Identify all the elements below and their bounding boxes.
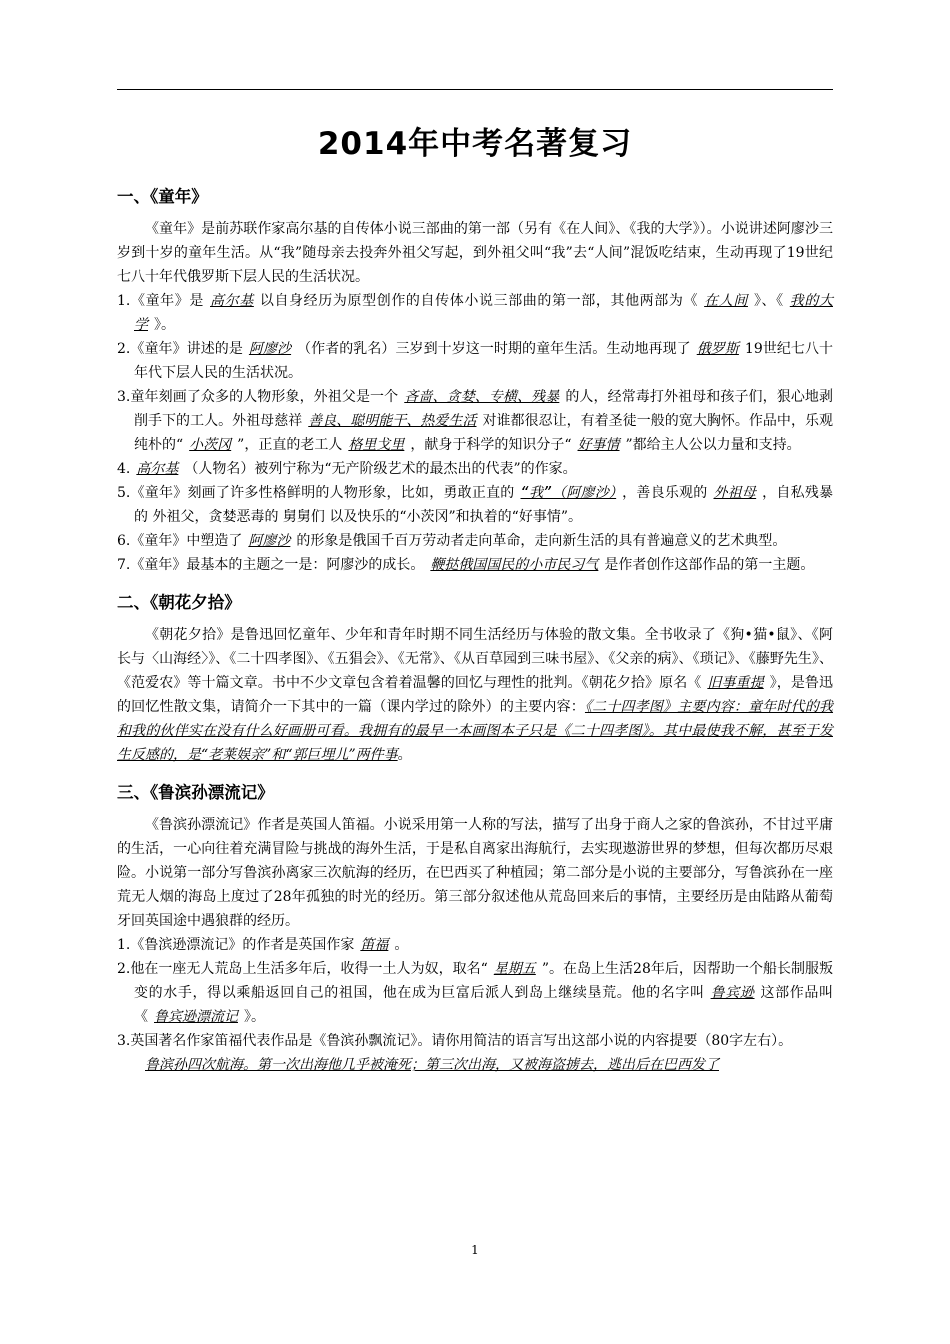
section-heading-robinson: 三、《鲁滨孙漂流记》 — [117, 783, 274, 802]
page-title: 2014年中考名著复习 — [317, 126, 633, 162]
answer-blank: 高尔基 — [136, 461, 179, 477]
question-item: 2.《童年》讲述的是 阿廖沙 （作者的乳名）三岁到十岁这一时期的童年生活。生动地再现了 俄罗斯 19世纪七八十年代下层人民的生活状况。 — [117, 341, 834, 381]
answer-blank: 小茨冈 — [189, 437, 232, 453]
answer-blank: 吝啬、贪婪、专横、残暴 — [404, 389, 560, 405]
answer-blank: 善良、聪明能干、热爱生活 — [308, 413, 477, 429]
section-heading-tongnian: 一、《童年》 — [117, 187, 208, 206]
document-page — [117, 100, 833, 1077]
question-item: 4. 高尔基 （人物名）被列宁称为“无产阶级艺术的最杰出的代表”的作家。 — [117, 461, 577, 477]
question-item: 3.童年刻画了众多的人物形象，外祖父是一个 吝啬、贪婪、专横、残暴 的人，经常毒打外祖母和孩子们，狠心地剥削手下的工人。外祖母慈祥 善良、聪明能干、热爱生活 对谁都很忍让，有着圣徒一般的宽大胸怀。作品中，乐观纯朴的“ 小茨冈 ”，正直的老工人 格里戈里 ，献身于科学的知识分子“ 好事情 ”都给主人公以力量和支持。 — [117, 389, 834, 453]
section-intro: 《童年》是前苏联作家高尔基的自传体小说三部曲的第一部（另有《在人间》、《我的大学》）。小说讲述阿廖沙三岁到十岁的童年生活。从“我”随母亲去投奔外祖父写起，到外祖父叫“我”去“人间”混饭吃结束，生动再现了19世纪七八十年代俄罗斯下层人民的生活状况。 — [117, 221, 833, 285]
answer-blank: 外祖母 — [713, 485, 757, 501]
answer-blank: 在人间 — [704, 293, 748, 309]
question-item: 2.他在一座无人荒岛上生活多年后，收得一土人为奴，取名“ 星期五 ”。在岛上生活28年后，因帮助一个船长制服叛变的水手，得以乘船返回自己的祖国，他在成为巨富后派人到岛上继续垦荒。他的名字叫 鲁宾逊 这部作品叫《 鲁宾逊漂流记 》。 — [117, 961, 834, 1025]
answer-text: 鲁滨孙四次航海。第一次出海他几乎被淹死；第三次出海，又被海盗掳去，逃出后在巴西发了 — [145, 1057, 719, 1073]
answer-blank: 阿廖沙 — [248, 533, 291, 549]
answer-blank: 旧事重提 — [707, 675, 764, 691]
header-rule — [117, 89, 833, 90]
answer-blank: 笛福 — [360, 937, 389, 953]
answer-blank: 阿廖沙 — [248, 341, 292, 357]
page-number: 1 — [471, 1243, 479, 1257]
question-item: 1.《童年》是 高尔基 以自身经历为原型创作的自传体小说三部曲的第一部，其他两部为《 在人间 》、《 我的大学 》。 — [117, 293, 833, 333]
answer-blank: 格里戈里 — [348, 437, 405, 453]
question-item: 3.英国著名作家笛福代表作品是《鲁滨孙飘流记》。请你用简洁的语言写出这部小说的内容提要（80字左右）。 — [117, 1033, 793, 1049]
section-intro: 《鲁滨孙漂流记》作者是英国人笛福。小说采用第一人称的写法，描写了出身于商人之家的鲁滨孙，不甘过平庸的生活，一心向往着充满冒险与挑战的海外生活，于是私自离家出海航行，去实现遨游世界的梦想，但每次都历尽艰险。小说第一部分写鲁滨孙离家三次航海的经历，在巴西买了种植园；第二部分是小说的主要部分，写鲁滨孙在一座荒无人烟的海岛上度过了28年孤独的时光的经历。第三部分叙述他从荒岛回来后的事情，主要经历是由陆路从葡萄牙回英国途中遇狼群的经历。 — [117, 817, 833, 929]
answer-paragraph — [117, 1053, 833, 1077]
question-item: 5.《童年》刻画了许多性格鲜明的人物形象，比如，勇敢正直的 “我”（阿廖沙） ，善良乐观的 外祖母 ，自私残暴的 外祖父，贪婪恶毒的 舅舅们 以及快乐的“小茨冈”和执着的“好事情”。 — [117, 485, 834, 525]
answer-blank: “我”（阿廖沙） — [520, 485, 617, 501]
answer-blank: 我的大学 — [134, 293, 833, 333]
question-item: 6.《童年》中塑造了 阿廖沙 的形象是俄国千百万劳动者走向革命，走向新生活的具有普遍意义的艺术典型。 — [117, 533, 787, 549]
answer-text: 《二十四孝图》主要内容：童年时代的我和我的伙伴实在没有什么好画册可看。我拥有的最早一本画图本子只是《二十四孝图》。其中最使我不解，甚至于发生反感的，是“老莱娱亲”和“郭巨埋儿”两件事 — [117, 699, 834, 763]
answer-blank: 鲁宾逊漂流记 — [154, 1009, 238, 1025]
section-heading-zhaohuaxishi: 二、《朝花夕拾》 — [117, 593, 241, 612]
answer-blank: 鲁宾逊 — [710, 985, 755, 1001]
answer-blank: 鞭挞俄国国民的小市民习气 — [430, 557, 599, 573]
section-intro: 《朝花夕拾》是鲁迅回忆童年、少年和青年时期不同生活经历与体验的散文集。全书收录了《狗•猫•鼠》、《阿长与〈山海经〉》、《二十四孝图》、《五猖会》、《无常》、《从百草园到三味书屋》、《父亲的病》、《琐记》、《藤野先生》、《范爱农》等十篇文章。书中不少文章包含着着温馨的回忆与理性的批判。《朝花夕拾》原名《 旧事重提 》，是鲁迅的回忆性散文集，请简介一下其中的一篇（课内学过的除外）的主要内容：《二十四孝图》主要内容：童年时代的我和我的伙伴实在没有什么好画册可看。我拥有的最早一本画图本子只是《二十四孝图》。其中最使我不解，甚至于发生反感的，是“老莱娱亲”和“郭巨埋儿”两件事。 — [117, 627, 834, 763]
question-item: 1.《鲁滨逊漂流记》的作者是英国作家 笛福 。 — [117, 937, 409, 953]
answer-blank: 星期五 — [493, 961, 536, 977]
answer-blank: 高尔基 — [210, 293, 254, 309]
answer-blank: 俄罗斯 — [696, 341, 739, 357]
answer-blank: 好事情 — [577, 437, 620, 453]
question-item: 7.《童年》最基本的主题之一是：阿廖沙的成长。 鞭挞俄国国民的小市民习气 是作者创作这部作品的第一主题。 — [117, 557, 815, 573]
